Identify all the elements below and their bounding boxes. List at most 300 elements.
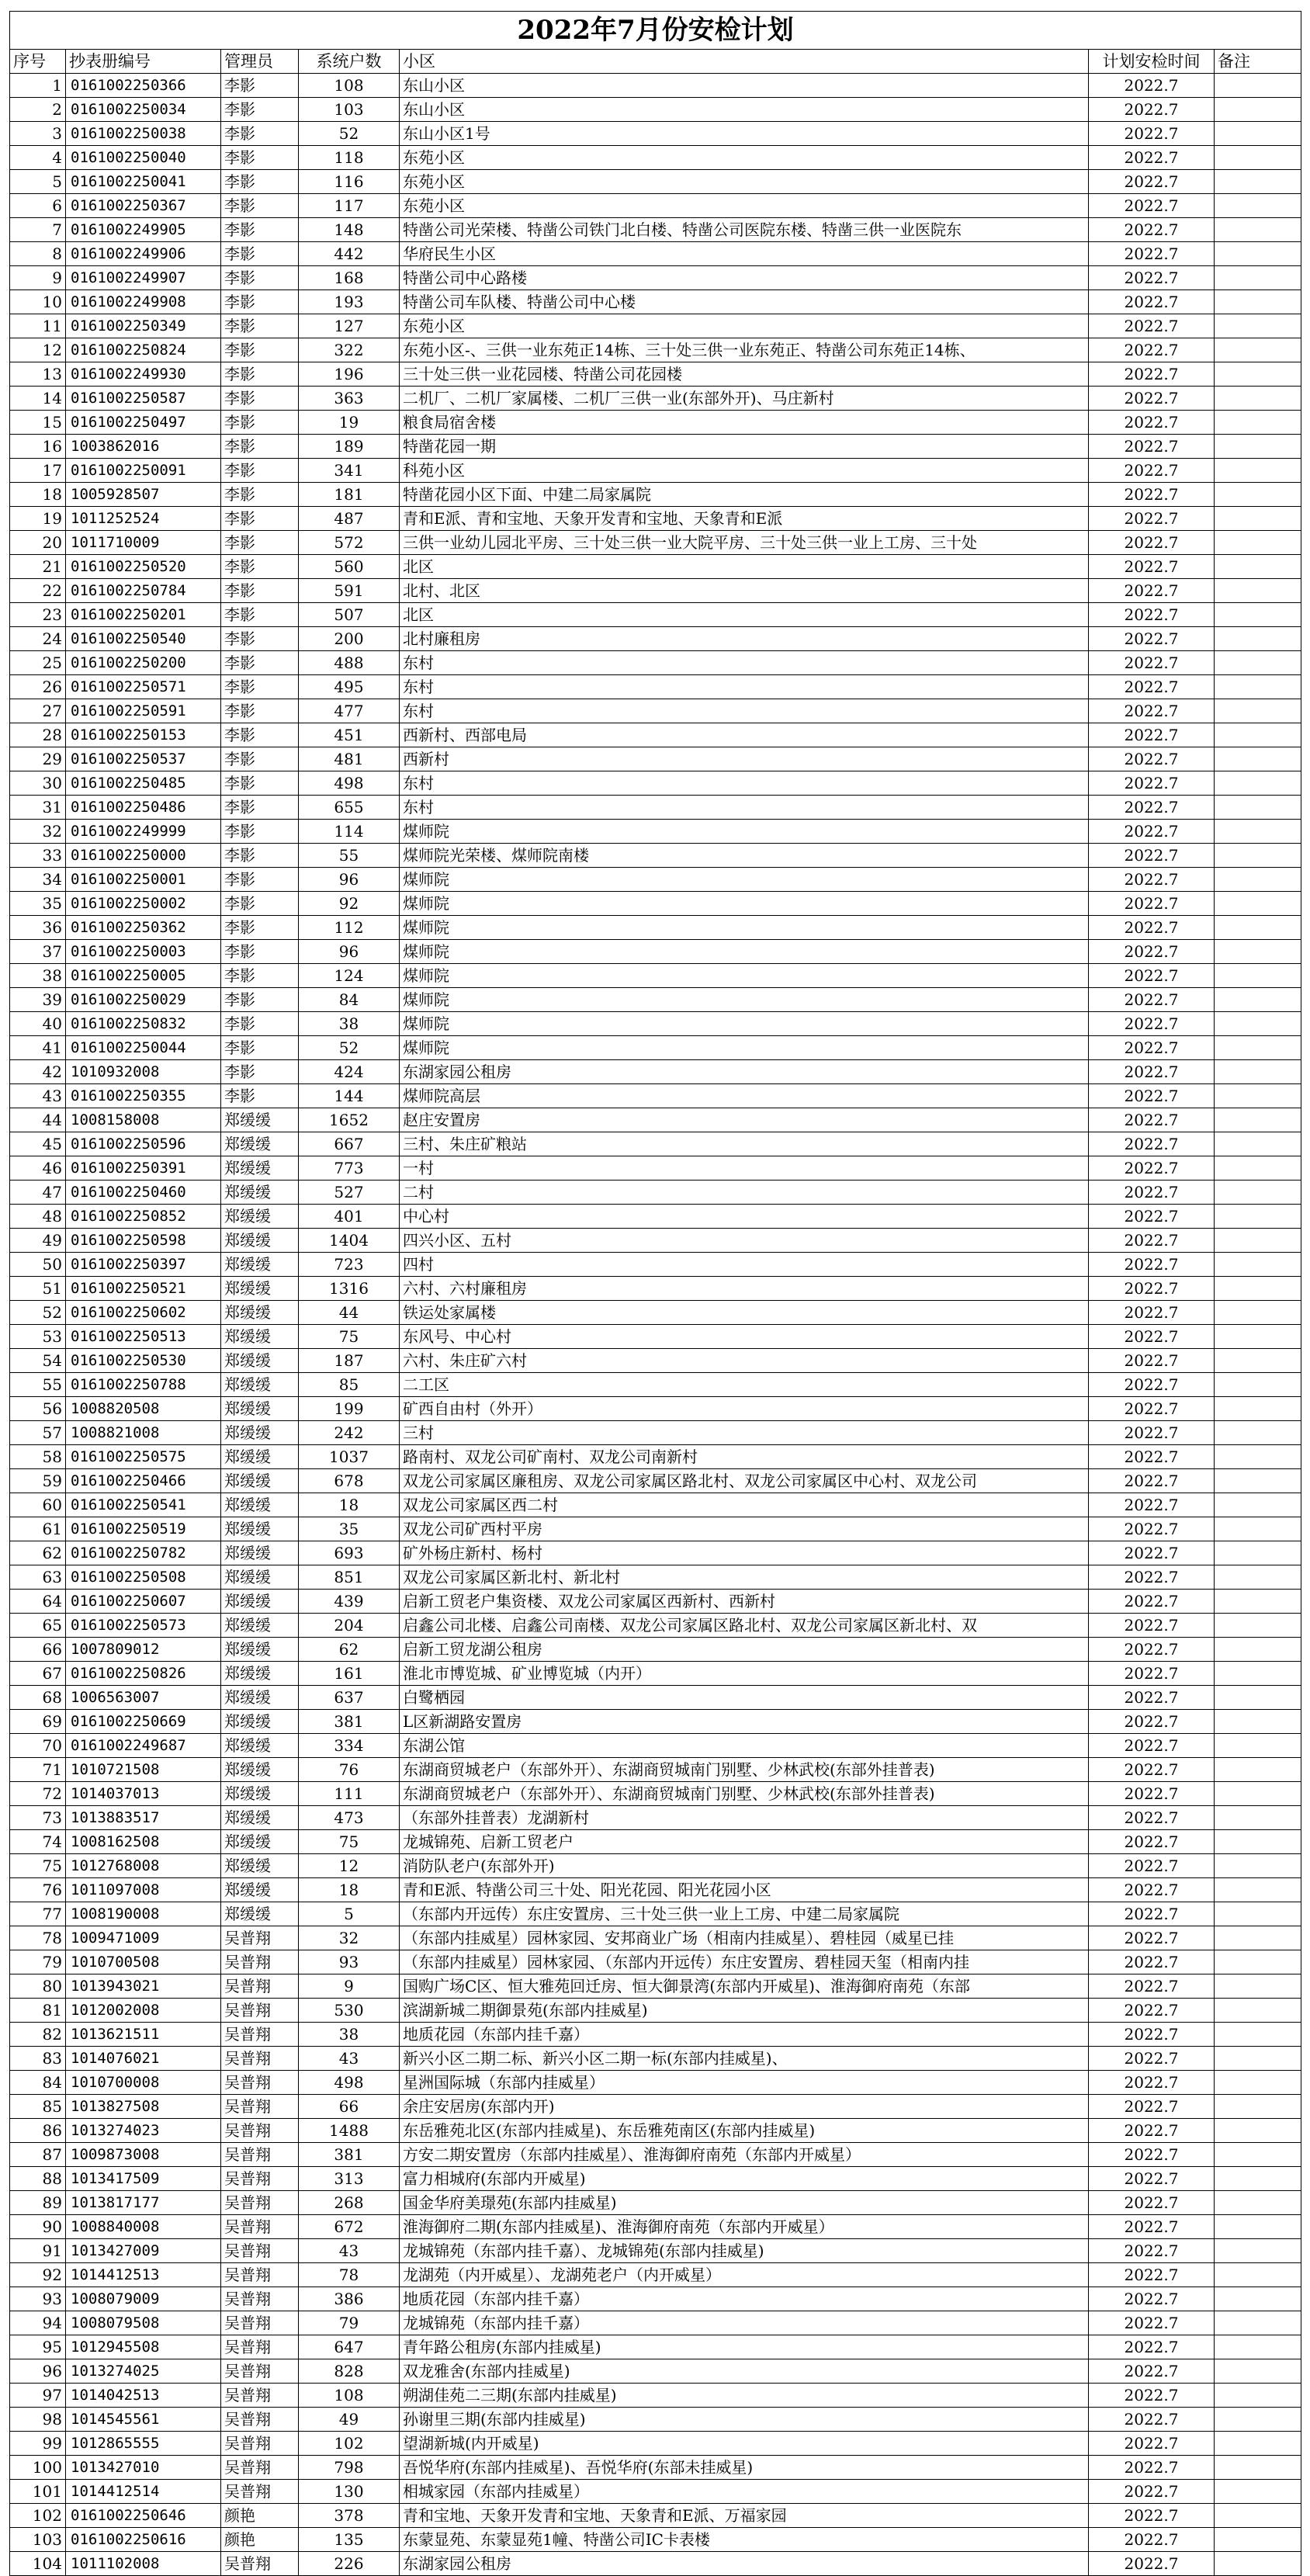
title-row — [10, 12, 1301, 50]
cell-households: 111 — [299, 1782, 400, 1806]
cell-note — [1215, 675, 1301, 699]
cell-community: 东山小区1号 — [400, 122, 1089, 146]
cell-time: 2022.7 — [1089, 1686, 1215, 1710]
cell-community: 三供一业幼儿园北平房、三十处三供一业大院平房、三十处三供一业上工房、三十处 — [400, 531, 1089, 555]
cell-households: 189 — [299, 435, 400, 459]
cell-households: 647 — [299, 2335, 400, 2359]
cell-seq: 103 — [10, 2528, 66, 2552]
cell-note — [1215, 2408, 1301, 2432]
cell-account: 0161002250669 — [66, 1710, 221, 1734]
cell-seq: 90 — [10, 2215, 66, 2239]
cell-seq: 54 — [10, 1349, 66, 1373]
cell-account: 0161002250001 — [66, 868, 221, 892]
cell-seq: 10 — [10, 290, 66, 314]
cell-time: 2022.7 — [1089, 2023, 1215, 2047]
table-row — [10, 1373, 1301, 1397]
cell-account: 0161002250367 — [66, 194, 221, 218]
cell-time: 2022.7 — [1089, 940, 1215, 964]
cell-manager: 李影 — [221, 459, 299, 483]
cell-time: 2022.7 — [1089, 1950, 1215, 1974]
cell-community: 煤师院 — [400, 916, 1089, 940]
table-row — [10, 2023, 1301, 2047]
cell-time: 2022.7 — [1089, 1974, 1215, 1999]
cell-seq: 84 — [10, 2071, 66, 2095]
cell-time: 2022.7 — [1089, 1854, 1215, 1878]
cell-community: 白鹭栖园 — [400, 1686, 1089, 1710]
cell-community: 双龙公司家属区新北村、新北村 — [400, 1565, 1089, 1590]
cell-community: 铁运处家属楼 — [400, 1301, 1089, 1325]
cell-note — [1215, 1397, 1301, 1421]
cell-households: 112 — [299, 916, 400, 940]
table-row — [10, 771, 1301, 796]
cell-account: 0161002250591 — [66, 699, 221, 723]
cell-households: 1404 — [299, 1229, 400, 1253]
cell-households: 200 — [299, 627, 400, 651]
cell-note — [1215, 1758, 1301, 1782]
cell-manager: 李影 — [221, 194, 299, 218]
cell-households: 424 — [299, 1060, 400, 1084]
cell-seq: 101 — [10, 2480, 66, 2504]
cell-manager: 吴普翔 — [221, 2023, 299, 2047]
cell-account: 0161002250029 — [66, 988, 221, 1012]
cell-manager: 李影 — [221, 98, 299, 122]
cell-note — [1215, 2143, 1301, 2167]
cell-households: 572 — [299, 531, 400, 555]
cell-note — [1215, 2359, 1301, 2384]
table-row — [10, 218, 1301, 242]
table-row — [10, 1277, 1301, 1301]
cell-manager: 李影 — [221, 579, 299, 603]
cell-manager: 吴普翔 — [221, 2287, 299, 2311]
cell-time: 2022.7 — [1089, 1469, 1215, 1493]
cell-manager: 吴普翔 — [221, 1999, 299, 2023]
cell-community: 煤师院 — [400, 1036, 1089, 1060]
cell-account: 1008158008 — [66, 1108, 221, 1132]
cell-time: 2022.7 — [1089, 74, 1215, 98]
cell-seq: 30 — [10, 771, 66, 796]
cell-seq: 38 — [10, 964, 66, 988]
cell-account: 0161002250397 — [66, 1253, 221, 1277]
cell-note — [1215, 1156, 1301, 1181]
cell-time: 2022.7 — [1089, 1132, 1215, 1156]
cell-time: 2022.7 — [1089, 266, 1215, 290]
cell-households: 78 — [299, 2263, 400, 2287]
table-row — [10, 988, 1301, 1012]
cell-note — [1215, 1638, 1301, 1662]
cell-households: 18 — [299, 1878, 400, 1902]
cell-time: 2022.7 — [1089, 2191, 1215, 2215]
cell-note — [1215, 2239, 1301, 2263]
cell-manager: 李影 — [221, 483, 299, 507]
cell-time: 2022.7 — [1089, 868, 1215, 892]
cell-community: 东村 — [400, 699, 1089, 723]
cell-seq: 33 — [10, 844, 66, 868]
cell-note — [1215, 218, 1301, 242]
cell-seq: 2 — [10, 98, 66, 122]
cell-note — [1215, 579, 1301, 603]
cell-manager: 李影 — [221, 290, 299, 314]
cell-time: 2022.7 — [1089, 1012, 1215, 1036]
table-row — [10, 1686, 1301, 1710]
cell-note — [1215, 2528, 1301, 2552]
cell-account: 0161002250540 — [66, 627, 221, 651]
cell-time: 2022.7 — [1089, 338, 1215, 362]
cell-note — [1215, 747, 1301, 771]
cell-households: 93 — [299, 1950, 400, 1974]
cell-manager: 郑缓缓 — [221, 1565, 299, 1590]
cell-community: （东部外挂普表）龙湖新村 — [400, 1806, 1089, 1830]
cell-time: 2022.7 — [1089, 2119, 1215, 2143]
cell-account: 1013274025 — [66, 2359, 221, 2384]
cell-seq: 45 — [10, 1132, 66, 1156]
cell-time: 2022.7 — [1089, 1806, 1215, 1830]
cell-account: 0161002250602 — [66, 1301, 221, 1325]
cell-time: 2022.7 — [1089, 146, 1215, 170]
cell-account: 1009471009 — [66, 1926, 221, 1950]
cell-manager: 李影 — [221, 1060, 299, 1084]
cell-seq: 80 — [10, 1974, 66, 1999]
cell-time: 2022.7 — [1089, 1830, 1215, 1854]
cell-time: 2022.7 — [1089, 1181, 1215, 1205]
cell-community: 三十处三供一业花园楼、特凿公司花园楼 — [400, 362, 1089, 387]
cell-seq: 56 — [10, 1397, 66, 1421]
cell-households: 52 — [299, 122, 400, 146]
cell-time: 2022.7 — [1089, 723, 1215, 747]
header-seq: 序号 — [10, 50, 66, 74]
cell-account: 1013417509 — [66, 2167, 221, 2191]
cell-time: 2022.7 — [1089, 290, 1215, 314]
cell-seq: 42 — [10, 1060, 66, 1084]
cell-time: 2022.7 — [1089, 2239, 1215, 2263]
cell-seq: 29 — [10, 747, 66, 771]
table-row — [10, 2335, 1301, 2359]
cell-time: 2022.7 — [1089, 1036, 1215, 1060]
cell-community: 华府民生小区 — [400, 242, 1089, 266]
table-row — [10, 1325, 1301, 1349]
cell-seq: 104 — [10, 2552, 66, 2576]
cell-seq: 74 — [10, 1830, 66, 1854]
cell-manager: 李影 — [221, 988, 299, 1012]
cell-time: 2022.7 — [1089, 1084, 1215, 1108]
cell-households: 117 — [299, 194, 400, 218]
cell-time: 2022.7 — [1089, 218, 1215, 242]
cell-community: 国购广场C区、恒大雅苑回迁房、恒大御景湾(东部内开威星)、淮海御府南苑（东部 — [400, 1974, 1089, 1999]
cell-manager: 郑缓缓 — [221, 1830, 299, 1854]
cell-seq: 34 — [10, 868, 66, 892]
cell-community: 星洲国际城（东部内挂威星） — [400, 2071, 1089, 2095]
cell-households: 144 — [299, 1084, 400, 1108]
cell-manager: 吴普翔 — [221, 1950, 299, 1974]
cell-account: 0161002250521 — [66, 1277, 221, 1301]
table-row — [10, 1974, 1301, 1999]
cell-community: 富力相城府(东部内开威星) — [400, 2167, 1089, 2191]
cell-community: 特凿公司中心路楼 — [400, 266, 1089, 290]
cell-manager: 李影 — [221, 266, 299, 290]
cell-account: 0161002250596 — [66, 1132, 221, 1156]
cell-seq: 98 — [10, 2408, 66, 2432]
cell-community: 六村、朱庄矿六村 — [400, 1349, 1089, 1373]
cell-households: 118 — [299, 146, 400, 170]
cell-note — [1215, 1878, 1301, 1902]
cell-time: 2022.7 — [1089, 1493, 1215, 1517]
cell-seq: 32 — [10, 820, 66, 844]
cell-note — [1215, 1301, 1301, 1325]
table-row — [10, 74, 1301, 98]
cell-account: 1003862016 — [66, 435, 221, 459]
cell-note — [1215, 1565, 1301, 1590]
cell-manager: 李影 — [221, 651, 299, 675]
cell-households: 108 — [299, 2384, 400, 2408]
cell-households: 678 — [299, 1469, 400, 1493]
cell-households: 66 — [299, 2095, 400, 2119]
cell-time: 2022.7 — [1089, 242, 1215, 266]
cell-time: 2022.7 — [1089, 1301, 1215, 1325]
cell-manager: 颜艳 — [221, 2504, 299, 2528]
cell-households: 530 — [299, 1999, 400, 2023]
cell-account: 1008821008 — [66, 1421, 221, 1445]
cell-account: 1013827508 — [66, 2095, 221, 2119]
cell-community: 特凿公司车队楼、特凿公司中心楼 — [400, 290, 1089, 314]
cell-seq: 68 — [10, 1686, 66, 1710]
cell-account: 0161002250486 — [66, 796, 221, 820]
cell-time: 2022.7 — [1089, 675, 1215, 699]
cell-account: 0161002250391 — [66, 1156, 221, 1181]
cell-households: 1037 — [299, 1445, 400, 1469]
table-row — [10, 1084, 1301, 1108]
cell-manager: 李影 — [221, 1036, 299, 1060]
cell-households: 38 — [299, 2023, 400, 2047]
cell-note — [1215, 868, 1301, 892]
cell-time: 2022.7 — [1089, 459, 1215, 483]
cell-community: 煤师院 — [400, 892, 1089, 916]
cell-households: 507 — [299, 603, 400, 627]
table-row — [10, 747, 1301, 771]
cell-account: 1012865555 — [66, 2432, 221, 2456]
cell-manager: 郑缓缓 — [221, 1349, 299, 1373]
cell-note — [1215, 98, 1301, 122]
cell-manager: 吴普翔 — [221, 1926, 299, 1950]
table-row — [10, 1926, 1301, 1950]
cell-note — [1215, 2215, 1301, 2239]
table-row — [10, 1878, 1301, 1902]
table-row — [10, 1565, 1301, 1590]
cell-manager: 郑缓缓 — [221, 1638, 299, 1662]
cell-households: 114 — [299, 820, 400, 844]
cell-manager: 吴普翔 — [221, 2119, 299, 2143]
table-row — [10, 964, 1301, 988]
cell-households: 693 — [299, 1541, 400, 1565]
cell-households: 591 — [299, 579, 400, 603]
cell-account: 0161002250201 — [66, 603, 221, 627]
cell-seq: 25 — [10, 651, 66, 675]
cell-seq: 43 — [10, 1084, 66, 1108]
cell-account: 1013274023 — [66, 2119, 221, 2143]
header-manager: 管理员 — [221, 50, 299, 74]
cell-note — [1215, 1950, 1301, 1974]
cell-seq: 14 — [10, 387, 66, 411]
cell-seq: 46 — [10, 1156, 66, 1181]
cell-community: 煤师院 — [400, 1012, 1089, 1036]
cell-time: 2022.7 — [1089, 1999, 1215, 2023]
cell-account: 0161002250519 — [66, 1517, 221, 1541]
cell-note — [1215, 1277, 1301, 1301]
cell-note — [1215, 1108, 1301, 1132]
cell-account: 1008190008 — [66, 1902, 221, 1926]
table-row — [10, 796, 1301, 820]
cell-households: 43 — [299, 2047, 400, 2071]
cell-account: 1012768008 — [66, 1854, 221, 1878]
cell-households: 187 — [299, 1349, 400, 1373]
table-row — [10, 1854, 1301, 1878]
cell-note — [1215, 1541, 1301, 1565]
cell-seq: 71 — [10, 1758, 66, 1782]
table-row — [10, 411, 1301, 435]
cell-manager: 李影 — [221, 820, 299, 844]
cell-households: 168 — [299, 266, 400, 290]
cell-seq: 11 — [10, 314, 66, 338]
cell-time: 2022.7 — [1089, 844, 1215, 868]
cell-community: 东村 — [400, 771, 1089, 796]
cell-time: 2022.7 — [1089, 747, 1215, 771]
cell-time: 2022.7 — [1089, 1060, 1215, 1084]
cell-seq: 8 — [10, 242, 66, 266]
table-row — [10, 2408, 1301, 2432]
table-row — [10, 2191, 1301, 2215]
cell-households: 116 — [299, 170, 400, 194]
cell-households: 43 — [299, 2239, 400, 2263]
cell-households: 49 — [299, 2408, 400, 2432]
cell-households: 135 — [299, 2528, 400, 2552]
cell-time: 2022.7 — [1089, 1349, 1215, 1373]
cell-manager: 李影 — [221, 122, 299, 146]
table-row — [10, 1590, 1301, 1614]
cell-seq: 28 — [10, 723, 66, 747]
table-row — [10, 2167, 1301, 2191]
header-households: 系统户数 — [299, 50, 400, 74]
inspection-table — [9, 11, 1301, 2576]
cell-community: （东部内挂威星）园林家园、（东部内开远传）东庄安置房、碧桂园天玺（相南内挂 — [400, 1950, 1089, 1974]
cell-households: 381 — [299, 2143, 400, 2167]
cell-seq: 35 — [10, 892, 66, 916]
cell-community: 龙城锦苑、启新工贸老户 — [400, 1830, 1089, 1854]
cell-manager: 李影 — [221, 1084, 299, 1108]
table-row — [10, 122, 1301, 146]
cell-community: 科苑小区 — [400, 459, 1089, 483]
cell-community: 矿西自由村（外开） — [400, 1397, 1089, 1421]
cell-community: （东部内挂威星）园林家园、安邦商业广场（相南内挂威星）、碧桂园（威星已挂 — [400, 1926, 1089, 1950]
cell-manager: 李影 — [221, 362, 299, 387]
table-row — [10, 146, 1301, 170]
cell-manager: 郑缓缓 — [221, 1590, 299, 1614]
table-row — [10, 266, 1301, 290]
cell-time: 2022.7 — [1089, 2143, 1215, 2167]
cell-account: 1013943021 — [66, 1974, 221, 1999]
cell-note — [1215, 2504, 1301, 2528]
table-row — [10, 1806, 1301, 1830]
cell-account: 0161002250153 — [66, 723, 221, 747]
cell-community: 方安二期安置房（东部内挂威星）、淮海御府南苑（东部内开威星） — [400, 2143, 1089, 2167]
cell-account: 0161002250646 — [66, 2504, 221, 2528]
table-row — [10, 2047, 1301, 2071]
cell-note — [1215, 1084, 1301, 1108]
cell-community: 四兴小区、五村 — [400, 1229, 1089, 1253]
cell-time: 2022.7 — [1089, 651, 1215, 675]
cell-note — [1215, 2311, 1301, 2335]
cell-seq: 5 — [10, 170, 66, 194]
cell-account: 0161002250616 — [66, 2528, 221, 2552]
cell-manager: 吴普翔 — [221, 2263, 299, 2287]
cell-community: 路南村、双龙公司矿南村、双龙公司南新村 — [400, 1445, 1089, 1469]
cell-account: 1009873008 — [66, 2143, 221, 2167]
cell-account: 0161002250040 — [66, 146, 221, 170]
cell-households: 161 — [299, 1662, 400, 1686]
cell-manager: 郑缓缓 — [221, 1686, 299, 1710]
cell-manager: 郑缓缓 — [221, 1253, 299, 1277]
cell-manager: 郑缓缓 — [221, 1397, 299, 1421]
cell-manager: 吴普翔 — [221, 2215, 299, 2239]
cell-account: 0161002250782 — [66, 1541, 221, 1565]
cell-community: 煤师院 — [400, 964, 1089, 988]
cell-community: 启鑫公司北楼、启鑫公司南楼、双龙公司家属区路北村、双龙公司家属区新北村、双 — [400, 1614, 1089, 1638]
cell-community: 煤师院 — [400, 988, 1089, 1012]
cell-manager: 李影 — [221, 916, 299, 940]
cell-seq: 102 — [10, 2504, 66, 2528]
cell-account: 1014037013 — [66, 1782, 221, 1806]
cell-note — [1215, 459, 1301, 483]
cell-account: 0161002250520 — [66, 555, 221, 579]
cell-households: 341 — [299, 459, 400, 483]
cell-note — [1215, 387, 1301, 411]
cell-households: 655 — [299, 796, 400, 820]
cell-community: 地质花园（东部内挂千嘉） — [400, 2023, 1089, 2047]
cell-note — [1215, 1686, 1301, 1710]
cell-manager: 郑缓缓 — [221, 1181, 299, 1205]
cell-community: 余庄安居房(东部内开) — [400, 2095, 1089, 2119]
cell-time: 2022.7 — [1089, 603, 1215, 627]
cell-note — [1215, 290, 1301, 314]
cell-time: 2022.7 — [1089, 2071, 1215, 2095]
cell-households: 495 — [299, 675, 400, 699]
cell-manager: 吴普翔 — [221, 2095, 299, 2119]
cell-manager: 李影 — [221, 747, 299, 771]
cell-account: 0161002250485 — [66, 771, 221, 796]
cell-time: 2022.7 — [1089, 2335, 1215, 2359]
cell-households: 313 — [299, 2167, 400, 2191]
table-row — [10, 555, 1301, 579]
cell-note — [1215, 1132, 1301, 1156]
cell-note — [1215, 435, 1301, 459]
table-row — [10, 1710, 1301, 1734]
cell-account: 0161002250852 — [66, 1205, 221, 1229]
cell-note — [1215, 820, 1301, 844]
cell-note — [1215, 1734, 1301, 1758]
cell-note — [1215, 1205, 1301, 1229]
cell-manager: 李影 — [221, 146, 299, 170]
cell-seq: 52 — [10, 1301, 66, 1325]
cell-community: 淮海御府二期(东部内挂威星)、淮海御府南苑（东部内开威星） — [400, 2215, 1089, 2239]
cell-manager: 郑缓缓 — [221, 1541, 299, 1565]
cell-account: 1010932008 — [66, 1060, 221, 1084]
cell-note — [1215, 892, 1301, 916]
cell-households: 102 — [299, 2432, 400, 2456]
cell-manager: 李影 — [221, 699, 299, 723]
cell-households: 560 — [299, 555, 400, 579]
cell-seq: 97 — [10, 2384, 66, 2408]
cell-seq: 95 — [10, 2335, 66, 2359]
cell-community: 龙城锦苑（东部内挂千嘉） — [400, 2311, 1089, 2335]
cell-account: 0161002250571 — [66, 675, 221, 699]
cell-manager: 郑缓缓 — [221, 1445, 299, 1469]
